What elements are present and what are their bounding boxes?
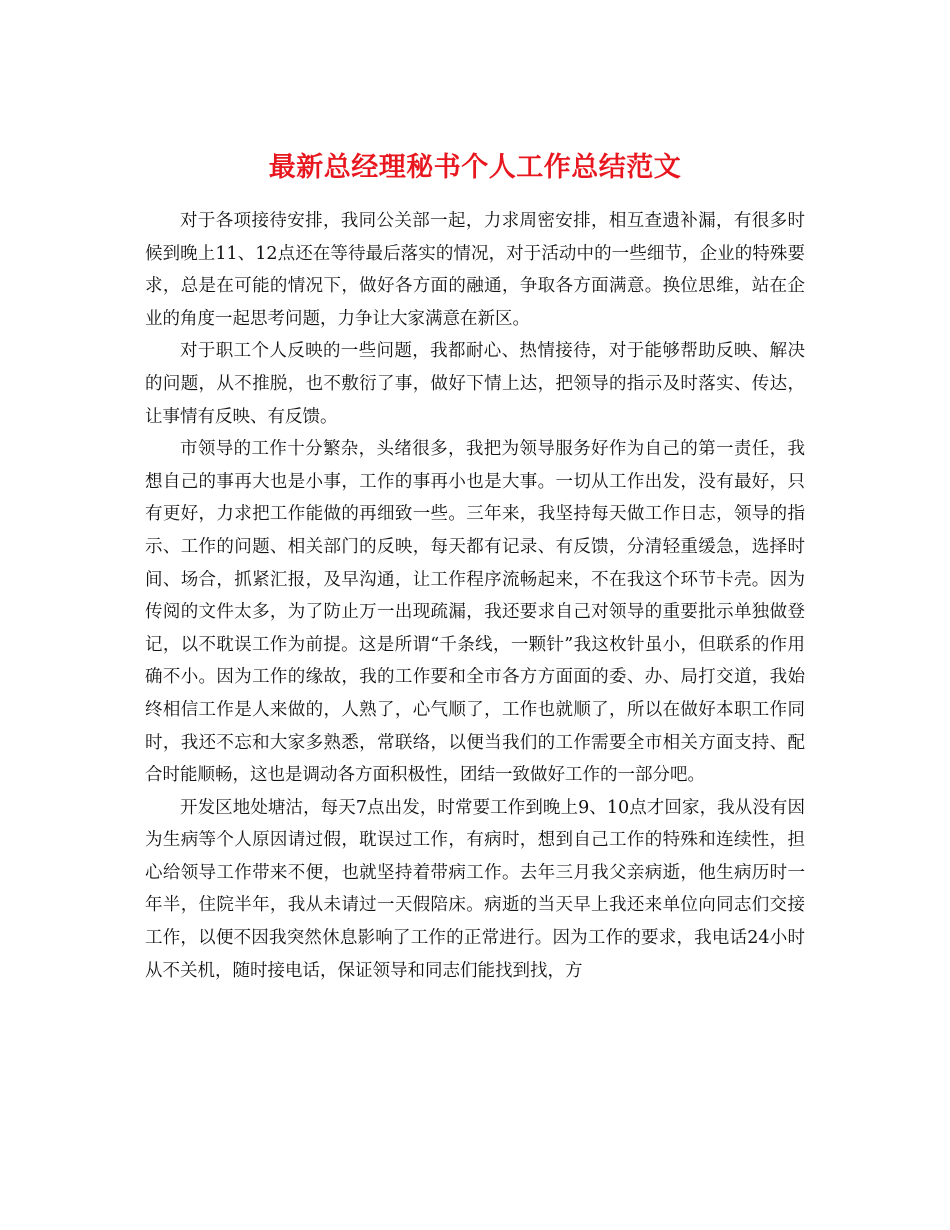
- paragraph-leader-service: 市领导的工作十分繁杂，头绪很多，我把为领导服务好作为自己的第一责任，我想自己的事再大也是小事，工作的事再小也是大事。一切从工作出发，没有最好，只有更好，力求把工作能做的再细致一些。三年来，我坚持每天做工作日志，领导的指示、工作的问题、相关部门的反映，每天都有记录、有反馈，分清轻重缓急，选择时间、场合，抓紧汇报，及早沟通，让工作程序流畅起来，不在我这个环节卡壳。因为传阅的文件太多，为了防止万一出现疏漏，我还要求自己对领导的重要批示单独做登记，以不耽误工作为前提。这是所谓“千条线，一颗针”我这枚针虽小，但联系的作用确不小。因为工作的缘故，我的工作要和全市各方方面面的委、办、局打交道，我始终相信工作是人来做的，人熟了，心气顺了，工作也就顺了，所以在做好本职工作同时，我还不忘和大家多熟悉，常联络，以便当我们的工作需要全市相关方面支持、配合时能顺畅，这也是调动各方面积极性，团结一致做好工作的一部分吧。: [145, 439, 805, 786]
- paragraph-reception: 对于各项接待安排，我同公关部一起，力求周密安排，相互查遗补漏，有很多时候到晚上11、12点还在等待最后落实的情况，对于活动中的一些细节，企业的特殊要求，总是在可能的情况下，做好各方面的融通，争取各方面满意。换位思维，站在企业的角度一起思考问题，力争让大家满意在新区。: [145, 211, 805, 329]
- paragraph-staff-issues: 对于职工个人反映的一些问题，我都耐心、热情接待，对于能够帮助反映、解决的问题，从不推脱，也不敷衍了事，做好下情上达，把领导的指示及时落实、传达，让事情有反映、有反馈。: [145, 341, 805, 427]
- paragraph-dedication: 开发区地处塘沽，每天7点出发，时常要工作到晚上9、10点才回家，我从没有因为生病等个人原因请过假，耽误过工作，有病时，想到自己工作的特殊和连续性，担心给领导工作带来不便，也就坚持着带病工作。去年三月我父亲病逝，他生病历时一年半，住院半年，我从未请过一天假陪床。病逝的当天早上我还来单位向同志们交接工作，以便不因我突然休息影响了工作的正常进行。因为工作的要求，我电话24小时从不关机，随时接电话，保证领导和同志们能找到找，方: [145, 797, 805, 981]
- document-body: [145, 205, 805, 987]
- document-title: 最新总经理秘书个人工作总结范文: [268, 152, 682, 184]
